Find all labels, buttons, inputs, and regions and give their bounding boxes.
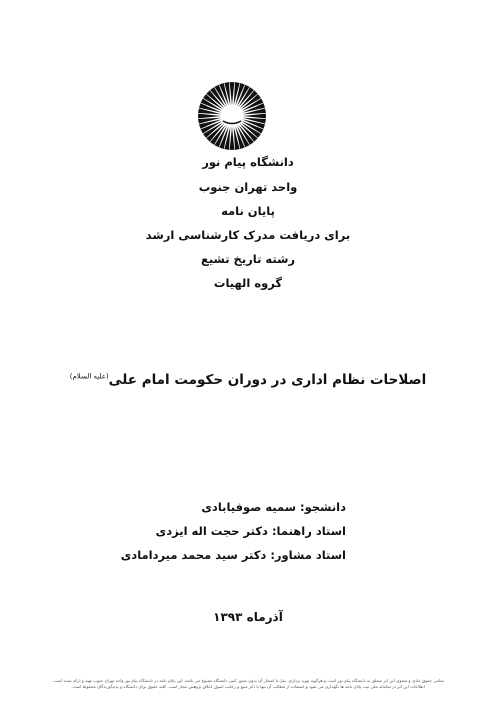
student-name: دانشجو: سمیه صوفیابادی	[201, 500, 346, 514]
department-name: گروه الهیات	[213, 276, 283, 290]
copyright-notice	[4, 678, 492, 690]
branch-name: واحد تهران جنوب	[198, 180, 298, 194]
document-type: پایان نامه	[221, 204, 275, 218]
copyright-line-2: اطلاعات این اثر در سامانه ملی ثبت پایان نامه ها نگهداری می شود و استفاده از مطالب آن تنها با ذکر منبع و رعایت اصول اخلاق پژوهش مجاز است. کلیه حقوق برای دانشگاه و پدیدآورندگان محفوظ است.	[71, 684, 425, 689]
field-name: رشته تاریخ تشیع	[200, 252, 296, 266]
degree-line: برای دریافت مدرک کارشناسی ارشد	[145, 228, 351, 242]
advisor-name: استاد مشاور: دکتر سید محمد میردامادی	[120, 548, 346, 562]
thesis-title	[0, 372, 496, 388]
copyright-line-1: تمامی حقوق مادی و معنوی این اثر متعلق به دانشگاه پیام نور است و هرگونه بهره برداری، نقل یا انتشار آن بدون مجوز کتبی دانشگاه ممنوع می باشد. این پایان نامه در دانشگاه پیام نور واحد تهران جنوب تهیه و ارائه شده است.	[52, 678, 444, 683]
university-name: دانشگاه پیام نور	[202, 155, 294, 169]
thesis-title-text: اصلاحات نظام اداری در دوران حکومت امام علی	[108, 372, 427, 388]
honorific-mark: (علیه السلام)	[69, 372, 109, 381]
supervisor-name: استاد راهنما: دکتر حجت اله ایزدی	[155, 524, 346, 538]
thesis-date: آذرماه ۱۳۹۳	[213, 610, 283, 624]
university-logo	[192, 80, 272, 152]
